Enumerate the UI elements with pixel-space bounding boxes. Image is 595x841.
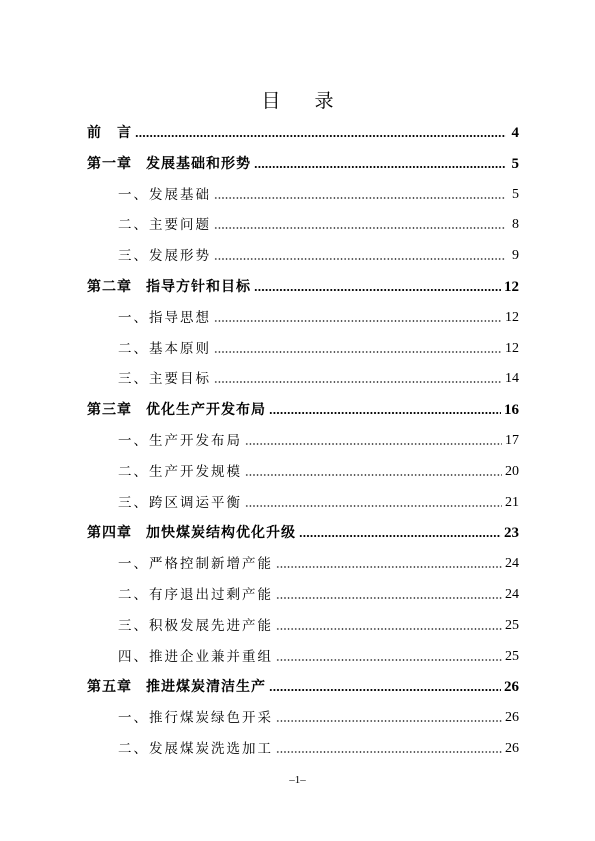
toc-page-number: 17 (505, 433, 519, 448)
chapter-number: 前 言 (87, 125, 132, 141)
toc-section-entry[interactable] (87, 182, 519, 204)
dot-leader (245, 473, 502, 477)
toc-page-number: 5 (511, 155, 519, 172)
chapter-number: 第四章 (87, 525, 132, 542)
dot-leader (214, 380, 502, 384)
toc-page-number: 26 (504, 679, 519, 696)
chapter-title: 发展基础和形势 (146, 155, 251, 172)
toc-entry-label: 一、生产开发布局 (118, 433, 242, 449)
dot-leader (254, 288, 501, 292)
toc-entry-label: 二、生产开发规模 (118, 463, 242, 480)
chapter-title: 推进煤炭清洁生产 (146, 679, 266, 696)
toc-page-number: 25 (505, 648, 519, 664)
toc-entry-label (87, 155, 251, 173)
toc-entry-label: 三、跨区调运平衡 (118, 494, 242, 511)
chapter-number: 第五章 (87, 679, 132, 696)
toc-page-number: 14 (505, 371, 519, 387)
toc-chapter-entry[interactable] (87, 397, 519, 419)
dot-leader (276, 750, 502, 754)
toc-section-entry[interactable] (87, 613, 519, 635)
dot-leader (299, 534, 501, 538)
dot-leader (214, 319, 502, 323)
toc-page-number: 25 (505, 617, 519, 633)
toc-entry-label: 一、严格控制新增产能 (118, 556, 273, 573)
toc-entry-label: 四、推进企业兼并重组 (118, 648, 273, 665)
toc-section-entry[interactable] (87, 551, 519, 573)
chapter-title: 优化生产开发布局 (146, 402, 266, 419)
toc-page-number: 12 (505, 309, 519, 325)
toc-section-entry[interactable] (87, 459, 519, 481)
dot-leader (214, 196, 506, 200)
toc-section-entry[interactable] (87, 582, 519, 604)
toc-page-number: 12 (504, 279, 519, 295)
toc-entry-label: 一、发展基础 (118, 186, 211, 203)
toc-page-number: 21 (505, 494, 519, 510)
toc-entry-label: 二、基本原则 (118, 340, 211, 357)
toc-entry-label: 二、发展煤炭洗选加工 (118, 741, 273, 757)
dot-leader (245, 442, 502, 446)
toc-chapter-entry[interactable] (87, 274, 519, 296)
dot-leader (276, 627, 502, 631)
toc-entry-label (87, 401, 266, 419)
dot-leader (245, 504, 502, 508)
toc-entry-label: 三、发展形势 (118, 248, 211, 265)
toc-page-number: 24 (505, 587, 519, 602)
toc-section-entry[interactable] (87, 705, 519, 727)
toc-page-number: 8 (512, 217, 519, 233)
chapter-number: 第一章 (87, 155, 132, 172)
toc-page-number: 20 (505, 463, 519, 479)
dot-leader (135, 134, 506, 138)
toc-entry-label: 一、指导思想 (118, 309, 211, 326)
toc-entry-label: 一、推行煤炭绿色开采 (118, 710, 273, 727)
dot-leader (254, 165, 506, 169)
toc-page-number: 5 (512, 186, 519, 202)
toc-page-number: 9 (512, 248, 519, 264)
toc-section-entry[interactable] (87, 305, 519, 327)
toc-title: 目 录 (261, 90, 348, 112)
toc-entry-label: 二、有序退出过剩产能 (118, 587, 273, 603)
toc-section-entry[interactable] (87, 644, 519, 666)
chapter-number: 第三章 (87, 402, 132, 419)
toc-page-number: 4 (511, 125, 519, 141)
toc-entry-label (87, 124, 132, 142)
chapter-title: 指导方针和目标 (146, 279, 251, 295)
toc-section-entry[interactable] (87, 336, 519, 358)
toc-entry-label (87, 278, 251, 296)
dot-leader (214, 226, 506, 230)
toc-entry-label: 三、积极发展先进产能 (118, 617, 273, 634)
toc-entry-label (87, 524, 296, 542)
toc-page-number: 23 (504, 525, 519, 542)
chapter-number: 第二章 (87, 279, 132, 295)
dot-leader (269, 411, 501, 415)
toc-section-entry[interactable] (87, 212, 519, 234)
toc-page-number: 16 (504, 402, 519, 419)
dot-leader (276, 565, 502, 569)
page-number-footer: –1– (289, 774, 306, 786)
toc-chapter-entry[interactable] (87, 520, 519, 542)
toc-chapter-entry[interactable] (87, 120, 519, 142)
toc-entry-label: 三、主要目标 (118, 371, 211, 388)
toc-entry-label: 二、主要问题 (118, 217, 211, 234)
dot-leader (276, 719, 502, 723)
toc-section-entry[interactable] (87, 428, 519, 450)
toc-section-entry[interactable] (87, 366, 519, 388)
dot-leader (214, 350, 502, 354)
chapter-title: 加快煤炭结构优化升级 (146, 525, 296, 542)
toc-section-entry[interactable] (87, 243, 519, 265)
toc-chapter-entry[interactable] (87, 674, 519, 696)
toc-entry-label (87, 678, 266, 696)
toc-section-entry[interactable] (87, 490, 519, 512)
toc-page-number: 24 (505, 556, 519, 572)
dot-leader (214, 257, 506, 261)
dot-leader (269, 688, 501, 692)
dot-leader (276, 658, 502, 662)
toc-page-number: 26 (505, 741, 519, 756)
toc-page-number: 26 (505, 710, 519, 726)
toc-section-entry[interactable] (87, 736, 519, 758)
toc-chapter-entry[interactable] (87, 151, 519, 173)
toc-page-number: 12 (505, 340, 519, 356)
dot-leader (276, 596, 502, 600)
